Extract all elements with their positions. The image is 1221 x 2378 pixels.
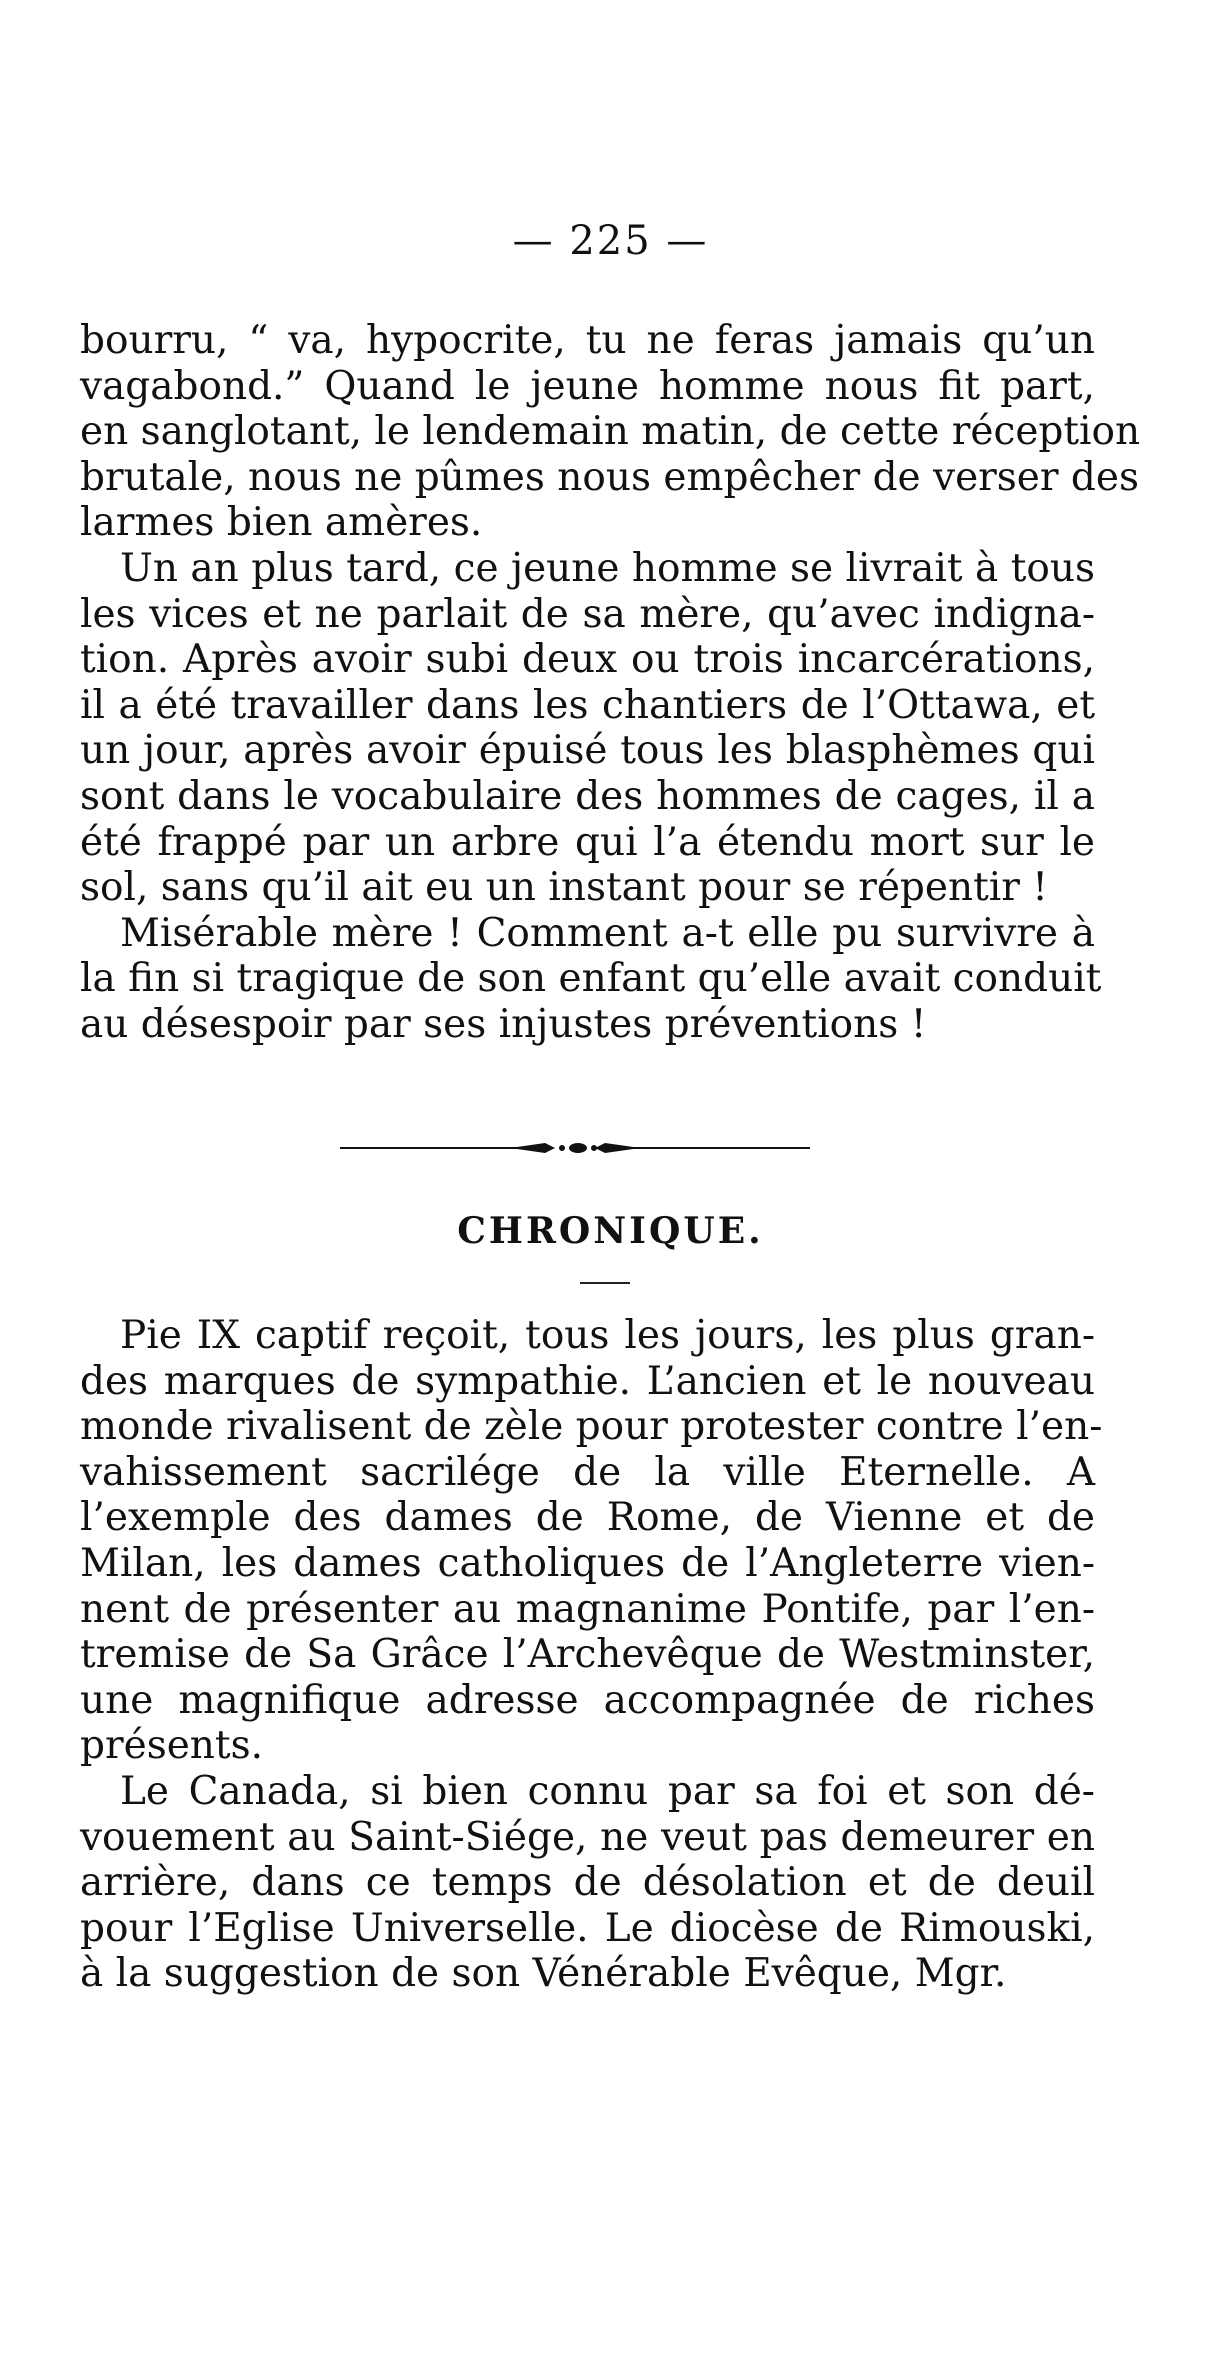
paragraph (80, 318, 1141, 546)
text-line: les vices et ne parlait de sa mère, qu’avec indigna- (80, 591, 1095, 637)
text-line: brutale, nous ne pûmes nous empêcher de verser des (80, 454, 1139, 500)
text-line: tremise de Sa Grâce l’Archevêque de Westminster, (80, 1632, 1095, 1678)
text-block-bottom (80, 1313, 1103, 1997)
text-line: un jour, après avoir épuisé tous les blasphèmes qui (80, 728, 1095, 774)
text-line: des marques de sympathie. L’ancien et le nouveau (80, 1358, 1095, 1404)
text-line: Pie IX captif reçoit, tous les jours, les plus gran- (120, 1313, 1095, 1358)
page-number: — 225 — (512, 218, 709, 264)
text-line: larmes bien amères. (80, 500, 483, 546)
paragraph (80, 1313, 1103, 1769)
title-underline-rule (580, 1282, 630, 1284)
text-line: sol, sans qu’il ait eu un instant pour se répentir ! (80, 865, 1048, 911)
paragraph (80, 1769, 1095, 1997)
text-line: bourru, “ va, hypocrite, tu ne feras jamais qu’un (80, 318, 1095, 363)
text-line: arrière, dans ce temps de désolation et de deuil (80, 1860, 1095, 1906)
text-line: il a été travailler dans les chantiers de l’Ottawa, et (80, 682, 1095, 728)
text-line: la fin si tragique de son enfant qu’elle avait conduit (80, 956, 1102, 1002)
chapter-title: CHRONIQUE. (457, 1210, 764, 1252)
paragraph (80, 546, 1095, 911)
text-line: vouement au Saint-Siége, ne veut pas demeurer en (80, 1814, 1095, 1860)
text-line: Misérable mère ! Comment a-t elle pu survivre à (120, 910, 1095, 956)
text-line: sont dans le vocabulaire des hommes de cages, il a (80, 773, 1095, 819)
paragraph (80, 910, 1102, 1048)
text-line: une magnifique adresse accompagnée de riches (80, 1677, 1095, 1723)
text-line: monde rivalisent de zèle pour protester contre l’en- (80, 1404, 1103, 1450)
text-line: en sanglotant, le lendemain matin, de cette réception (80, 409, 1141, 455)
text-line: au désespoir par ses injustes préventions ! (80, 1001, 927, 1047)
text-block-top (80, 318, 1141, 1048)
text-line: nent de présenter au magnanime Pontife, par l’en- (80, 1586, 1095, 1632)
text-line: Milan, les dames catholiques de l’Angleterre vien- (80, 1540, 1095, 1586)
text-line: Un an plus tard, ce jeune homme se livrait à tous (120, 545, 1095, 591)
text-line: été frappé par un arbre qui l’a étendu mort sur le (80, 819, 1095, 865)
text-line: pour l’Eglise Universelle. Le diocèse de Rimouski, (80, 1905, 1095, 1951)
text-line: à la suggestion de son Vénérable Evêque, Mgr. (80, 1951, 1007, 1997)
text-line: vagabond.” Quand le jeune homme nous fit part, (80, 363, 1095, 409)
text-line: tion. Après avoir subi deux ou trois incarcérations, (80, 637, 1095, 683)
text-line: Le Canada, si bien connu par sa foi et son dé- (120, 1768, 1095, 1814)
ornamental-divider (340, 1138, 810, 1158)
text-line: présents. (80, 1723, 263, 1769)
text-line: vahissement sacrilége de la ville Eternelle. A (80, 1449, 1095, 1495)
text-line: l’exemple des dames de Rome, de Vienne et de (80, 1495, 1095, 1541)
